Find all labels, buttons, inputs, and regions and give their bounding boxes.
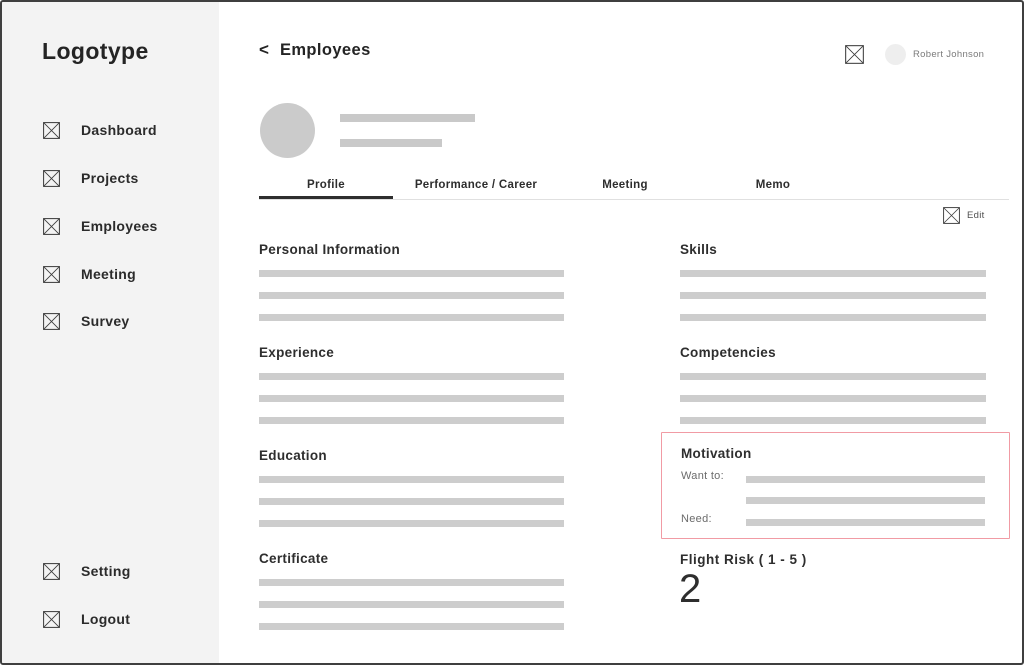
placeholder-bar xyxy=(680,417,986,424)
tab-performance-career[interactable]: Performance / Career xyxy=(414,179,538,191)
placeholder-bar xyxy=(680,395,986,402)
active-tab-indicator xyxy=(259,196,393,199)
placeholder-bar xyxy=(746,476,985,483)
tab-profile[interactable]: Profile xyxy=(307,179,345,191)
need-label: Need: xyxy=(681,513,712,525)
tabs-divider xyxy=(259,199,1009,200)
sidebar xyxy=(2,2,219,663)
tab-meeting[interactable]: Meeting xyxy=(602,179,648,191)
setting-icon xyxy=(43,563,60,580)
section-title: Personal Information xyxy=(259,242,401,257)
section-title: Motivation xyxy=(681,446,752,461)
sidebar-item-setting[interactable] xyxy=(2,561,219,581)
sidebar-item-employees[interactable] xyxy=(2,216,219,236)
placeholder-bar xyxy=(680,314,986,321)
sidebar-item-label: Dashboard xyxy=(81,122,157,138)
logout-icon xyxy=(43,611,60,628)
section-personal-information xyxy=(259,242,564,321)
back-icon: < xyxy=(259,40,269,59)
placeholder-bar xyxy=(259,476,564,483)
placeholder-bar xyxy=(746,497,985,504)
placeholder-bar xyxy=(746,519,985,526)
tab-memo[interactable]: Memo xyxy=(755,179,791,191)
section-title: Certificate xyxy=(259,551,329,566)
section-motivation-highlight xyxy=(661,432,1010,539)
sidebar-item-logout[interactable] xyxy=(2,609,219,629)
placeholder-bar xyxy=(259,292,564,299)
sidebar-item-projects[interactable] xyxy=(2,168,219,188)
section-title: Education xyxy=(259,448,327,463)
employee-role-placeholder xyxy=(340,139,442,147)
placeholder-bar xyxy=(259,579,564,586)
sidebar-item-label: Logout xyxy=(81,611,131,627)
placeholder-bar xyxy=(259,623,564,630)
meeting-icon xyxy=(43,266,60,283)
edit-icon xyxy=(943,207,960,224)
page-title: Employees xyxy=(279,40,371,59)
logo: Logotype xyxy=(42,38,149,64)
flight-risk-value: 2 xyxy=(679,567,702,611)
section-certificate xyxy=(259,551,564,630)
placeholder-bar xyxy=(680,292,986,299)
back-to-employees[interactable] xyxy=(259,40,371,60)
edit-button[interactable] xyxy=(943,207,985,224)
sidebar-item-survey[interactable] xyxy=(2,311,219,331)
user-menu[interactable] xyxy=(885,44,984,65)
sidebar-item-label: Setting xyxy=(81,563,131,579)
survey-icon xyxy=(43,313,60,330)
section-skills xyxy=(680,242,986,321)
section-title: Competencies xyxy=(680,345,776,360)
placeholder-bar xyxy=(680,270,986,277)
section-education xyxy=(259,448,564,527)
section-experience xyxy=(259,345,564,424)
projects-icon xyxy=(43,170,60,187)
employee-name-placeholder xyxy=(340,114,475,122)
placeholder-bar xyxy=(259,498,564,505)
sidebar-item-label: Meeting xyxy=(81,266,136,282)
topbar-right xyxy=(845,44,984,65)
dashboard-icon xyxy=(43,122,60,139)
section-title: Experience xyxy=(259,345,335,360)
section-competencies xyxy=(680,345,986,424)
placeholder-bar xyxy=(259,395,564,402)
placeholder-bar xyxy=(259,601,564,608)
placeholder-bar xyxy=(259,417,564,424)
placeholder-bar xyxy=(680,373,986,380)
mail-icon[interactable] xyxy=(845,45,864,64)
avatar xyxy=(885,44,906,65)
placeholder-bar xyxy=(259,373,564,380)
placeholder-bar xyxy=(259,270,564,277)
sidebar-item-label: Employees xyxy=(81,218,158,234)
want-to-label: Want to: xyxy=(681,470,724,482)
user-name: Robert Johnson xyxy=(913,49,985,60)
placeholder-bar xyxy=(259,314,564,321)
section-title: Skills xyxy=(680,242,718,257)
flight-risk-title: Flight Risk ( 1 - 5 ) xyxy=(680,552,807,567)
edit-label: Edit xyxy=(967,210,985,221)
sidebar-item-label: Survey xyxy=(81,313,130,329)
sidebar-item-dashboard[interactable] xyxy=(2,120,219,140)
employee-avatar xyxy=(260,103,315,158)
sidebar-item-meeting[interactable] xyxy=(2,264,219,284)
sidebar-item-label: Projects xyxy=(81,170,139,186)
employees-icon xyxy=(43,218,60,235)
placeholder-bar xyxy=(259,520,564,527)
